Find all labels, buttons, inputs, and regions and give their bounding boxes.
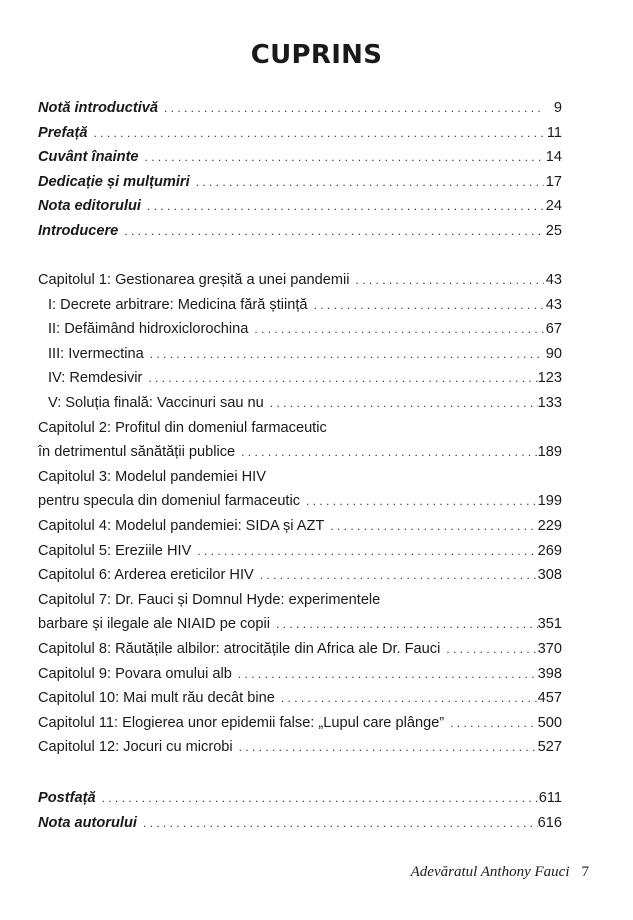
dot-leader (241, 440, 538, 465)
dot-leader (306, 489, 538, 514)
toc-chapter[interactable] (38, 268, 562, 293)
toc-subchapter[interactable] (38, 342, 562, 367)
page-title: CUPRINS (250, 40, 383, 70)
toc-entry[interactable] (38, 219, 562, 244)
toc-entry-label: Capitolul 12: Jocuri cu microbi (38, 739, 233, 756)
toc-back-matter (38, 786, 562, 835)
toc-chapter-continuation[interactable] (38, 612, 562, 637)
toc-entry-label: Nota editorului (38, 198, 141, 215)
dot-leader (124, 219, 544, 244)
toc-entry-page: 17 (545, 173, 562, 190)
dot-leader (450, 711, 537, 736)
dot-leader (147, 194, 544, 219)
toc-entry-page: 25 (545, 222, 562, 239)
toc-chapter[interactable] (38, 662, 562, 687)
toc-entry-label: II: Defăimând hidroxiclorochina (48, 321, 249, 338)
toc-entry-page: 308 (537, 567, 562, 584)
toc-entry-page: 24 (545, 198, 562, 215)
toc-entry-page: 351 (537, 616, 562, 633)
toc-chapter[interactable] (38, 711, 562, 736)
dot-leader (260, 563, 538, 588)
toc-entry-label: Capitolul 5: Ereziile HIV (38, 542, 192, 559)
toc-entry-page: 199 (537, 493, 562, 510)
toc-entry[interactable] (38, 121, 562, 146)
toc-chapter[interactable] (38, 686, 562, 711)
toc-subchapter[interactable] (38, 317, 562, 342)
toc-entry-label: Capitolul 3: Modelul pandemiei HIV (38, 468, 266, 485)
toc-entry-page: 43 (545, 296, 562, 313)
dot-leader (281, 686, 538, 711)
toc-entry-label: Capitolul 8: Răutățile albilor: atrocitățile din Africa ale Dr. Fauci (38, 640, 441, 657)
dot-leader (145, 145, 544, 170)
toc-entry-label: în detrimentul sănătății publice (38, 444, 236, 461)
toc-entry-label: Capitolul 11: Elogierea unor epidemii false: „Lupul care plânge” (38, 714, 445, 731)
toc-entry-page: 9 (553, 100, 562, 116)
dot-leader (102, 786, 539, 811)
toc-entry-label: Nota autorului (38, 814, 137, 831)
toc-chapter[interactable] (38, 735, 562, 760)
toc-entry-label: Capitolul 9: Povara omului alb (38, 665, 232, 682)
toc-entry[interactable] (38, 786, 562, 811)
toc-chapter[interactable] (38, 637, 562, 662)
toc-entry[interactable] (38, 170, 562, 195)
dot-leader (150, 342, 544, 367)
toc-subchapter[interactable] (38, 391, 562, 416)
toc-entry-page: 269 (537, 542, 562, 559)
toc-entry-page: 611 (538, 790, 562, 806)
dot-leader (276, 612, 538, 637)
toc-entry[interactable] (38, 194, 562, 219)
dot-leader (196, 170, 544, 195)
toc-entry[interactable] (38, 96, 562, 121)
dot-leader (238, 662, 538, 687)
toc-entry[interactable] (38, 811, 562, 836)
toc-entry-page: 133 (537, 394, 562, 411)
toc-chapters (38, 268, 562, 760)
toc-chapter[interactable] (38, 539, 562, 564)
toc-subchapter[interactable] (38, 366, 562, 391)
dot-leader (239, 735, 538, 760)
toc-entry-page: 67 (545, 321, 562, 338)
toc-entry-page: 90 (545, 345, 562, 362)
toc-entry-page: 398 (537, 665, 562, 682)
toc-chapter-continuation[interactable] (38, 489, 562, 514)
toc-entry-page: 14 (545, 149, 562, 166)
toc-entry-label: I: Decrete arbitrare: Medicina fără știință (48, 296, 308, 313)
toc-chapter[interactable] (38, 465, 562, 490)
toc-entry-label: Notă introductivă (38, 100, 158, 116)
toc-entry-label: IV: Remdesivir (48, 370, 143, 387)
toc-entry-label: pentru specula din domeniul farmaceutic (38, 493, 301, 510)
dot-leader (314, 293, 544, 318)
page-footer (411, 864, 589, 881)
dot-leader (148, 366, 537, 391)
toc-chapter[interactable] (38, 514, 562, 539)
toc-entry-page: 11 (546, 124, 562, 141)
dot-leader (356, 268, 544, 293)
toc-entry[interactable] (38, 145, 562, 170)
toc-chapter[interactable] (38, 416, 562, 441)
toc-entry-page: 43 (545, 272, 562, 288)
toc-entry-label: Cuvânt înainte (38, 149, 139, 166)
toc-chapter-continuation[interactable] (38, 440, 562, 465)
dot-leader (143, 811, 538, 836)
toc-entry-label: Capitolul 2: Profitul din domeniul farmaceutic (38, 419, 327, 436)
toc-chapter[interactable] (38, 588, 562, 613)
toc-entry-label: Prefață (38, 124, 88, 141)
toc-entry-label: barbare și ilegale ale NIAID pe copii (38, 616, 271, 633)
toc-entry-label: Capitolul 7: Dr. Fauci și Domnul Hyde: experimentele (38, 591, 381, 608)
dot-leader (446, 637, 537, 662)
toc-entry-page: 370 (537, 640, 562, 657)
toc-entry-page: 500 (537, 714, 562, 731)
dot-leader (330, 514, 537, 539)
toc-entry-page: 229 (537, 517, 562, 534)
toc-entry-page: 527 (537, 739, 562, 756)
toc-entry-label: Dedicație și mulțumiri (38, 173, 190, 190)
toc-entry-label: Introducere (38, 222, 119, 239)
toc-entry-page: 123 (537, 370, 562, 387)
dot-leader (93, 121, 544, 146)
dot-leader (164, 96, 544, 121)
dot-leader (197, 539, 537, 564)
toc-front-matter (38, 96, 562, 244)
toc-entry-label: Capitolul 6: Arderea ereticilor HIV (38, 567, 254, 584)
toc-subchapter[interactable] (38, 293, 562, 318)
toc-entry-page: 457 (537, 690, 562, 707)
toc-entry-page: 616 (537, 814, 562, 831)
dot-leader (254, 317, 544, 342)
toc-entry-label: III: Ivermectina (48, 345, 144, 362)
page-number: 7 (581, 864, 589, 880)
toc-entry-label: Capitolul 1: Gestionarea greșită a unei pandemii (38, 272, 350, 288)
toc-entry-label: Postfață (38, 790, 96, 806)
toc-chapter[interactable] (38, 563, 562, 588)
toc-entry-label: Capitolul 10: Mai mult rău decât bine (38, 690, 275, 707)
toc-entry-page: 189 (537, 444, 562, 461)
toc-entry-label: Capitolul 4: Modelul pandemiei: SIDA și AZT (38, 517, 325, 534)
toc-entry-label: V: Soluția finală: Vaccinuri sau nu (48, 394, 264, 411)
running-title: Adevăratul Anthony Fauci (410, 864, 570, 880)
dot-leader (270, 391, 538, 416)
